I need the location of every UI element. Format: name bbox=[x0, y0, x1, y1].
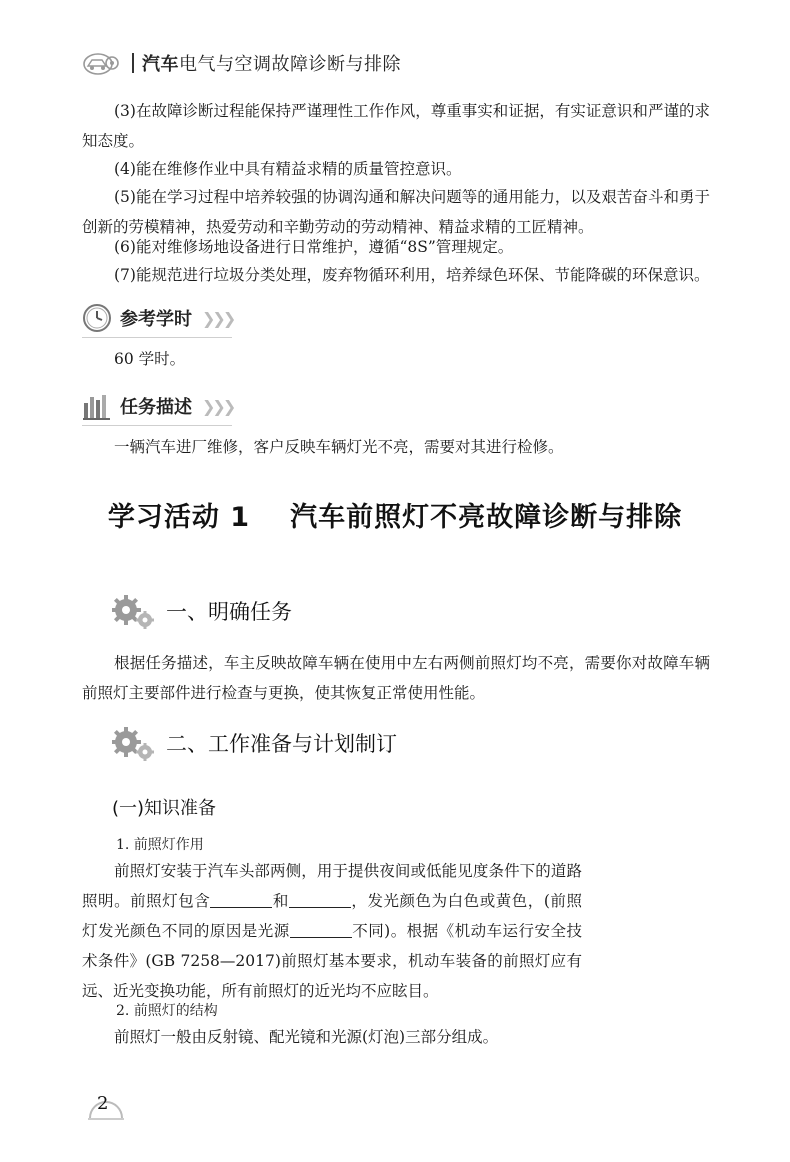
gears-icon bbox=[112, 592, 156, 630]
task-section-header bbox=[82, 386, 233, 426]
header-title-bold: 汽车 bbox=[142, 54, 179, 75]
car-gear-logo-icon bbox=[82, 49, 126, 77]
clock-icon bbox=[82, 303, 112, 333]
section2-title: 二、工作准备与计划制订 bbox=[166, 732, 397, 756]
task-title: 任务描述 bbox=[120, 397, 192, 418]
item2-title: 2. 前照灯的结构 bbox=[116, 1003, 218, 1019]
page-number: 2 bbox=[97, 1093, 109, 1114]
section1-title: 一、明确任务 bbox=[166, 600, 292, 624]
task-underline bbox=[82, 425, 232, 426]
hours-text: 60 学时。 bbox=[114, 350, 186, 368]
header-title bbox=[142, 50, 401, 76]
item1-text bbox=[82, 856, 582, 1006]
item1-text-d: 不同)。根据《机动车运行安全技术条件》(GB 7258—2017)前照灯基本要求，机动车装备的前照灯应有远、近光变换功能，所有前照灯的近光均不应眩目。 bbox=[82, 922, 582, 1000]
fill-blank-3[interactable] bbox=[290, 921, 352, 938]
objective-7: (7)能规范进行垃圾分类处理，废弃物循环利用，培养绿色环保、节能降碳的环保意识。 bbox=[114, 266, 710, 284]
fill-blank-1[interactable] bbox=[210, 891, 272, 908]
chevrons-icon: ❯❯❯ bbox=[202, 308, 234, 328]
activity-label: 学习活动 1 bbox=[107, 502, 251, 533]
knowledge-title: (一)知识准备 bbox=[112, 798, 217, 819]
section2-header bbox=[112, 720, 397, 766]
item2-text: 前照灯一般由反射镜、配光镜和光源(灯泡)三部分组成。 bbox=[114, 1028, 499, 1046]
gears-icon bbox=[112, 724, 156, 762]
section1-text: 根据任务描述，车主反映故障车辆在使用中左右两侧前照灯均不亮，需要你对故障车辆前照灯主要部件进行检查与更换，使其恢复正常使用性能。 bbox=[82, 654, 710, 702]
fill-blank-2[interactable] bbox=[289, 891, 351, 908]
activity-title bbox=[0, 495, 790, 534]
task-text: 一辆汽车进厂维修，客户反映车辆灯光不亮，需要对其进行检修。 bbox=[114, 438, 564, 456]
objective-3: (3)在故障诊断过程能保持严谨理性工作作风，尊重事实和证据，有实证意识和严谨的求知态度。 bbox=[82, 102, 710, 150]
hours-title: 参考学时 bbox=[120, 309, 192, 330]
activity-name: 汽车前照灯不亮故障诊断与排除 bbox=[290, 502, 683, 533]
hours-section-header bbox=[82, 298, 233, 338]
header-divider bbox=[132, 53, 134, 73]
books-icon bbox=[82, 391, 112, 421]
item1-text-c: ，发光颜色为白色或黄色，(前照灯发光颜色不同的原因是光源 bbox=[82, 892, 582, 940]
objective-6: (6)能对维修场地设备进行日常维护，遵循“8S”管理规定。 bbox=[114, 238, 514, 256]
header-title-rest: 电气与空调故障诊断与排除 bbox=[179, 54, 401, 75]
objective-4: (4)能在维修作业中具有精益求精的质量管控意识。 bbox=[114, 160, 462, 178]
chevrons-icon: ❯❯❯ bbox=[202, 396, 234, 416]
section1-header bbox=[112, 588, 292, 634]
item1-text-a: 前照灯安装于汽车头部两侧，用于提供夜间或低能见度条件下的道路照明。前照灯包含 bbox=[82, 862, 582, 910]
item1-title: 1. 前照灯作用 bbox=[116, 837, 204, 853]
objective-5: (5)能在学习过程中培养较强的协调沟通和解决问题等的通用能力，以及艰苦奋斗和勇于创新的劳模精神，热爱劳动和辛勤劳动的劳动精神、精益求精的工匠精神。 bbox=[82, 188, 710, 236]
item1-text-b: 和 bbox=[272, 892, 289, 910]
running-header bbox=[82, 48, 401, 78]
hours-underline bbox=[82, 337, 232, 338]
